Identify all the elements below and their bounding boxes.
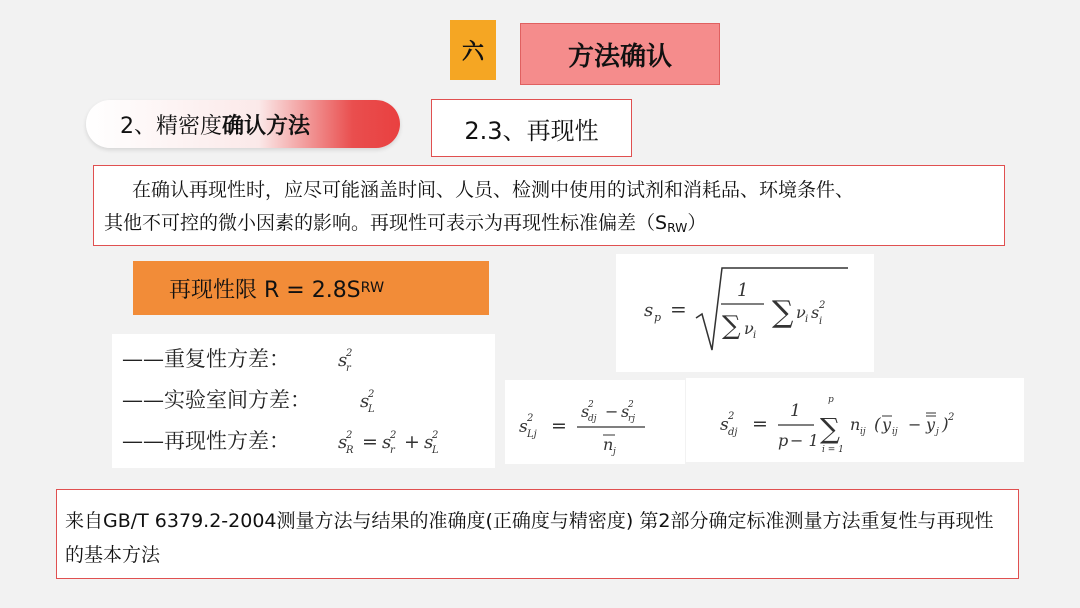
svg-text:s: s	[360, 391, 370, 412]
description-line-2-end: ）	[687, 212, 707, 234]
svg-text:s: s	[424, 432, 434, 453]
reproducibility-limit	[133, 261, 489, 315]
section-heading-emphasis: 确认方法	[222, 113, 311, 139]
section-heading-prefix: 2、精密度	[120, 113, 222, 139]
svg-text:+: +	[404, 431, 420, 453]
svg-text:2: 2	[390, 430, 397, 441]
svg-text:ij: ij	[892, 427, 898, 437]
variance-interlab: ——实验室间方差：	[122, 388, 311, 412]
svg-text:∑: ∑	[820, 412, 840, 445]
section-heading	[86, 100, 400, 148]
source-text: 来自GB/T 6379.2-2004测量方法与结果的准确度(正确度与精密度) 第2部分确定标准测量方法重复性与再现性的基本方法	[65, 510, 994, 566]
svg-text:=: =	[752, 413, 768, 435]
svg-text:−: −	[605, 402, 619, 421]
variance-repeatability: ——重复性方差：	[122, 347, 290, 371]
svg-text:s: s	[644, 300, 654, 321]
source-citation	[56, 489, 1019, 579]
variance-definitions	[112, 334, 495, 468]
svg-text:2: 2	[527, 413, 534, 424]
svg-text:r: r	[346, 363, 351, 374]
svg-text:dj: dj	[588, 414, 597, 424]
subsection-heading	[431, 99, 632, 157]
page-title-text: 方法确认	[567, 41, 672, 72]
svg-text:2: 2	[728, 411, 735, 422]
svg-text:=: =	[551, 415, 567, 437]
svg-text:s: s	[811, 303, 820, 322]
svg-text:L: L	[432, 445, 439, 456]
svg-text:2: 2	[346, 430, 353, 441]
svg-text:n: n	[850, 415, 861, 434]
section-number: 六	[461, 39, 484, 65]
svg-text:s: s	[338, 432, 348, 453]
svg-text:i: i	[819, 316, 823, 327]
svg-text:− 1: − 1	[790, 431, 819, 450]
description-line-2-text: 其他不可控的微小因素的影响。再现性可表示为再现性标准偏差（S	[104, 212, 668, 234]
svg-text:p: p	[778, 431, 789, 450]
svg-text:s: s	[338, 350, 348, 371]
limit-subscript: RW	[360, 280, 385, 296]
svg-text:L: L	[368, 404, 375, 415]
svg-text:n: n	[603, 435, 614, 454]
svg-text:2: 2	[346, 348, 353, 359]
svg-text:p: p	[654, 311, 662, 324]
svg-text:=: =	[670, 297, 687, 321]
svg-text:s: s	[581, 402, 590, 421]
svg-text:1: 1	[737, 280, 749, 301]
svg-text:j: j	[936, 427, 939, 437]
svg-text:): )	[942, 415, 949, 435]
svg-text:ij: ij	[860, 427, 866, 437]
svg-text:2: 2	[628, 400, 634, 410]
svg-text:r: r	[390, 445, 395, 456]
svg-text:R: R	[346, 445, 354, 456]
svg-text:2: 2	[819, 300, 826, 311]
svg-text:ν: ν	[744, 319, 754, 338]
svg-text:2: 2	[588, 400, 594, 410]
svg-text:s: s	[519, 417, 528, 437]
svg-text:i: i	[805, 314, 809, 325]
subsection-title: 2.3、再现性	[464, 116, 599, 145]
svg-text:=: =	[362, 431, 378, 453]
svg-text:1: 1	[790, 401, 801, 421]
svg-text:i = 1: i = 1	[822, 445, 844, 455]
description-subscript: RW	[667, 221, 688, 236]
svg-text:s: s	[621, 402, 630, 421]
page-title	[520, 23, 720, 85]
svg-text:rj: rj	[628, 414, 636, 424]
svg-text:j: j	[613, 447, 616, 457]
svg-text:−: −	[908, 415, 922, 434]
svg-text:y: y	[926, 415, 936, 434]
svg-text:s: s	[382, 432, 392, 453]
svg-text:2: 2	[948, 412, 955, 423]
formula-sdj-image	[686, 378, 1024, 462]
description-line-1: 在确认再现性时，应尽可能涵盖时间、人员、检测中使用的试剂和消耗品、环境条件、	[132, 179, 855, 201]
svg-text:p: p	[828, 395, 834, 405]
svg-text:y: y	[882, 415, 892, 434]
svg-text:ν: ν	[796, 303, 806, 322]
limit-label: 再现性限 R = 2.8S	[169, 277, 361, 303]
description-box	[93, 165, 1005, 246]
svg-text:i: i	[753, 330, 757, 341]
svg-text:∑: ∑	[722, 311, 741, 341]
formula-sp-image	[616, 254, 874, 372]
formula-slj-image	[505, 380, 685, 464]
svg-text:∑: ∑	[772, 295, 794, 330]
section-number-badge	[450, 20, 496, 80]
description-line-2	[104, 207, 994, 245]
svg-text:Lj: Lj	[527, 429, 537, 440]
svg-text:2: 2	[368, 389, 375, 400]
variance-reproducibility: ——再现性方差：	[122, 429, 290, 453]
svg-text:dj: dj	[728, 427, 738, 438]
svg-text:s: s	[720, 415, 729, 435]
svg-text:2: 2	[432, 430, 439, 441]
svg-text:(: (	[874, 415, 881, 435]
